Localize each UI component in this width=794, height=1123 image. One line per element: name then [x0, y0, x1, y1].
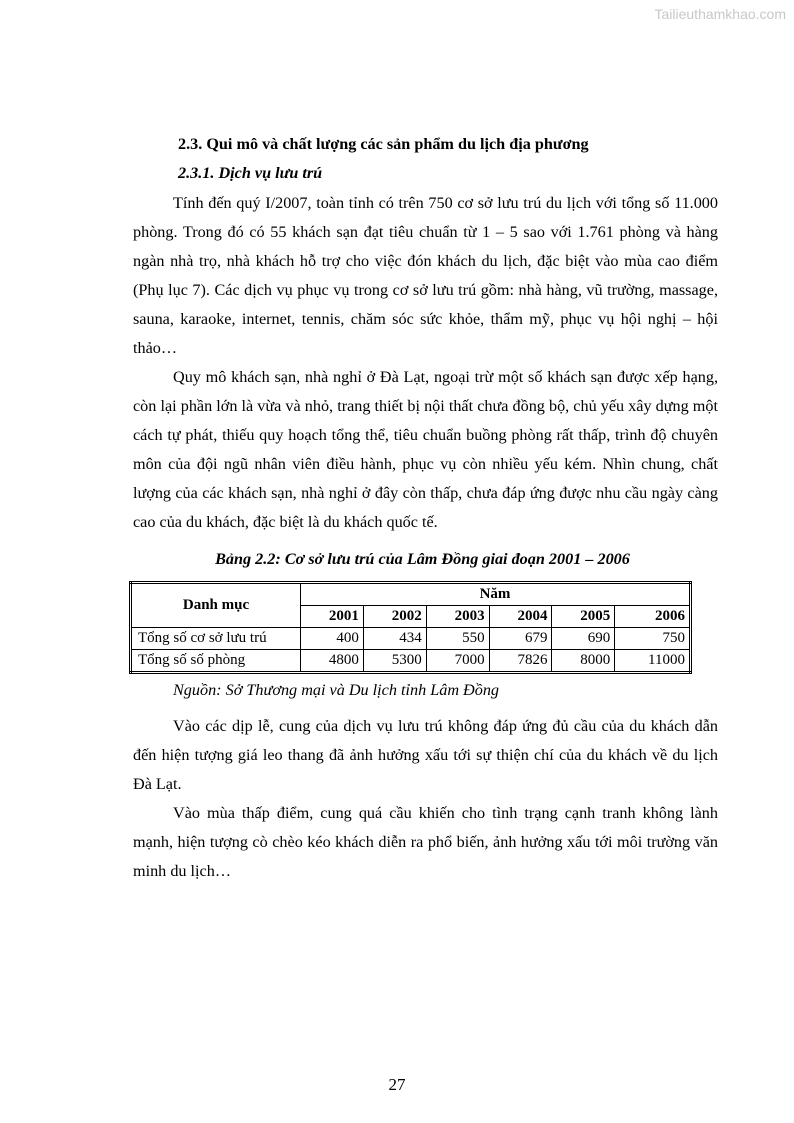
- header-year: 2001: [301, 606, 364, 628]
- paragraph: Quy mô khách sạn, nhà nghỉ ở Đà Lạt, ngoại trừ một số khách sạn được xếp hạng, còn lại phần lớn là vừa và nhỏ, trang thiết bị nội thất chưa đồng bộ, chủ yếu xây dựng một cách tự phát, thiếu quy hoạch tổng thể, tiêu chuẩn buồng phòng rất thấp, trình độ chuyên môn của đội ngũ nhân viên điều hành, phục vụ còn nhiều yếu kém. Nhìn chung, chất lượng của các khách sạn, nhà nghỉ ở đây còn thấp, chưa đáp ứng được nhu cầu ngày càng cao của du khách, đặc biệt là du khách quốc tế.: [133, 368, 718, 531]
- table-cell: 7000: [426, 650, 489, 673]
- paragraph: Vào các dịp lễ, cung của dịch vụ lưu trú không đáp ứng đủ cầu của du khách dẫn đến hiện tượng giá leo thang đã ảnh hưởng xấu tới sự thiện chí của du khách về du lịch Đà Lạt.: [133, 717, 718, 793]
- table-caption: Bảng 2.2: Cơ sở lưu trú của Lâm Đồng giai đoạn 2001 – 2006: [215, 550, 630, 568]
- table-cell: 434: [363, 628, 426, 650]
- header-year: 2003: [426, 606, 489, 628]
- watermark: Tailieuthamkhao.com: [654, 6, 786, 22]
- table-cell: 5300: [363, 650, 426, 673]
- header-year: 2006: [615, 606, 691, 628]
- header-year: 2002: [363, 606, 426, 628]
- paragraph: Vào mùa thấp điểm, cung quá cầu khiến cho tình trạng cạnh tranh không lành mạnh, hiện tượng cò chèo kéo khách diễn ra phổ biến, ảnh hưởng xấu tới môi trường văn minh du lịch…: [133, 804, 718, 880]
- section-heading: 2.3. Qui mô và chất lượng các sản phẩm du lịch địa phương: [178, 135, 589, 153]
- paragraph: Tính đến quý I/2007, toàn tỉnh có trên 750 cơ sở lưu trú du lịch với tổng số 11.000 phòng. Trong đó có 55 khách sạn đạt tiêu chuẩn từ 1 – 5 sao với 1.761 phòng và hàng ngàn nhà trọ, nhà khách hỗ trợ cho việc đón khách du lịch, đặc biệt vào mùa cao điểm (Phụ lục 7). Các dịch vụ phục vụ trong cơ sở lưu trú gồm: nhà hàng, vũ trường, massage, sauna, karaoke, internet, tennis, chăm sóc sức khỏe, thẩm mỹ, phục vụ hội nghị – hội thảo…: [133, 194, 718, 357]
- row-label: Tổng số cơ sở lưu trú: [131, 628, 301, 650]
- table-row: [131, 628, 691, 650]
- table-cell: 11000: [615, 650, 691, 673]
- table-header-row: [131, 583, 691, 606]
- header-year-group: Năm: [301, 583, 691, 606]
- table-cell: 690: [552, 628, 615, 650]
- table-cell: 4800: [301, 650, 364, 673]
- table-cell: 8000: [552, 650, 615, 673]
- subsection-heading: 2.3.1. Dịch vụ lưu trú: [178, 164, 323, 182]
- table-row: [131, 650, 691, 673]
- page-content: [133, 132, 718, 886]
- table-cell: 750: [615, 628, 691, 650]
- table-cell: 7826: [489, 650, 552, 673]
- table-cell: 679: [489, 628, 552, 650]
- page-number: 27: [388, 1075, 406, 1094]
- row-label: Tổng số số phòng: [131, 650, 301, 673]
- header-year: 2005: [552, 606, 615, 628]
- header-category: Danh mục: [131, 583, 301, 628]
- table-source: Nguồn: Sở Thương mại và Du lịch tỉnh Lâm Đồng: [173, 681, 500, 699]
- header-year: 2004: [489, 606, 552, 628]
- table-cell: 550: [426, 628, 489, 650]
- accommodation-table: [129, 581, 692, 674]
- table-cell: 400: [301, 628, 364, 650]
